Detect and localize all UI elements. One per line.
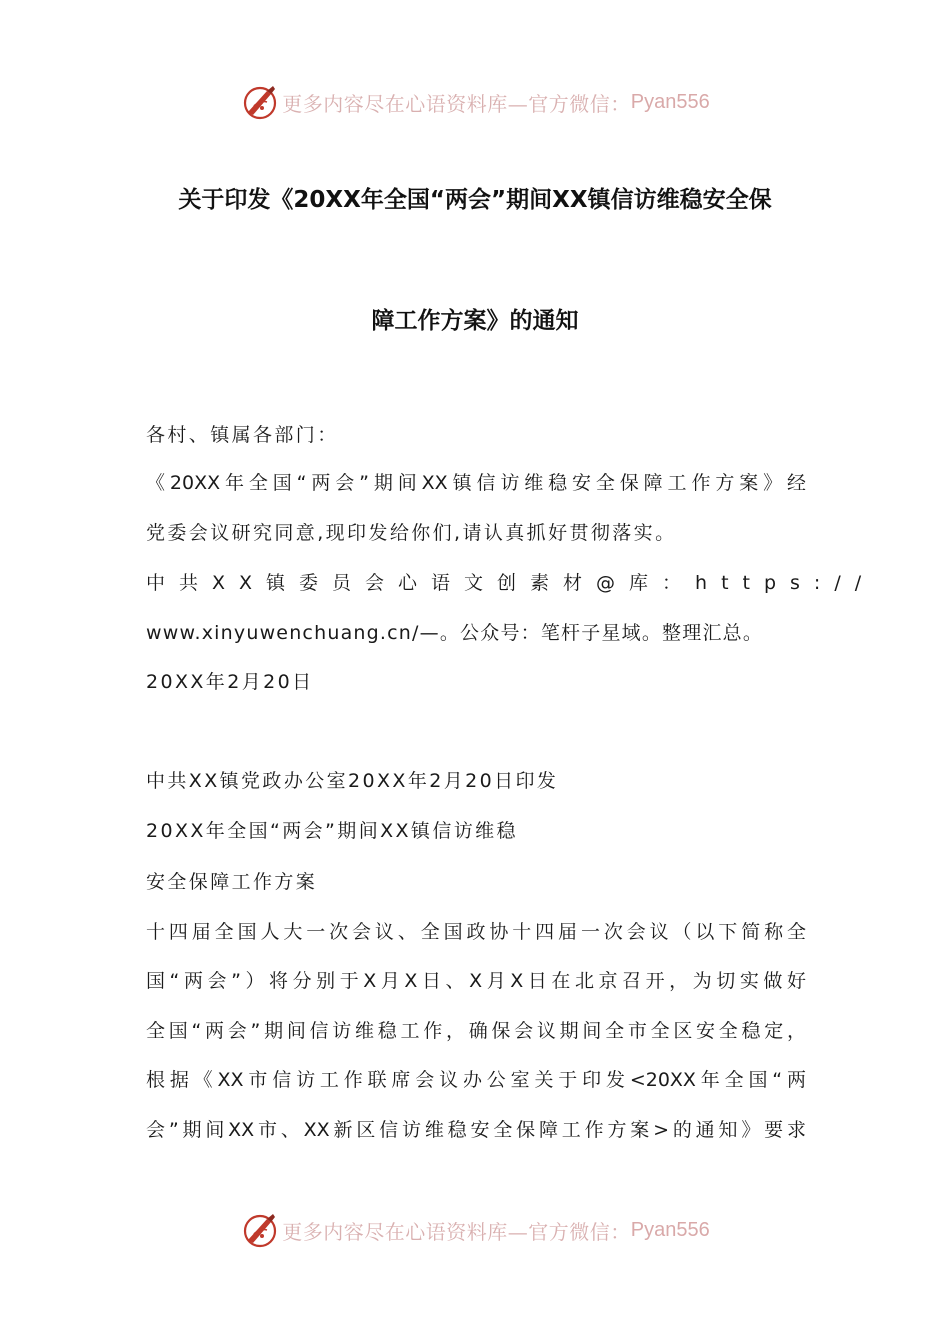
plan-title-line-2: 安全保障工作方案 xyxy=(146,871,318,893)
plan-title-line-1: 20XX年全国“两会”期间XX镇信访维稳 xyxy=(146,820,518,842)
issued-by: 中共XX镇党政办公室20XX年2月20日印发 xyxy=(146,770,559,792)
pen-logo-icon xyxy=(240,1210,280,1250)
banner-wechat-id: Pyan556 xyxy=(630,90,710,113)
banner-wechat-id: Pyan556 xyxy=(630,1218,710,1241)
paragraph-1-line-2: 党委会议研究同意,现印发给你们,请认真抓好贯彻落实。 xyxy=(146,522,677,544)
paragraph-1-line-1: 《20XX年全国“两会”期间XX镇信访维稳安全保障工作方案》经 xyxy=(146,472,806,494)
banner-text: 更多内容尽在心语资料库—官方微信： xyxy=(282,91,631,116)
paragraph-2-line-2: www.xinyuwenchuang.cn/—。公众号：笔杆子星域。整理汇总。 xyxy=(146,622,764,644)
paragraph-3-line-5: 会”期间XX市、XX新区信访维稳安全保障工作方案>的通知》要求 xyxy=(146,1119,806,1141)
header-banner xyxy=(0,80,950,124)
salutation: 各村、镇属各部门： xyxy=(146,424,339,446)
notice-date: 20XX年2月20日 xyxy=(146,671,314,693)
paragraph-3-line-2: 国“两会”）将分别于X月X日、X月X日在北京召开，为切实做好 xyxy=(146,970,806,992)
document-title-line-2: 障工作方案》的通知 xyxy=(371,308,579,334)
document-title-line-1: 关于印发《20XX年全国“两会”期间XX镇信访维稳安全保 xyxy=(178,187,772,213)
banner-text: 更多内容尽在心语资料库—官方微信： xyxy=(282,1219,631,1244)
paragraph-3-line-1: 十四届全国人大一次会议、全国政协十四届一次会议（以下简称全 xyxy=(146,921,806,943)
paragraph-2-line-1: 中共XX镇委员会心语文创素材@库：https:// xyxy=(146,572,876,594)
paragraph-3-line-3: 全国“两会”期间信访维稳工作，确保会议期间全市全区安全稳定， xyxy=(146,1020,806,1042)
paragraph-3-line-4: 根据《XX市信访工作联席会议办公室关于印发<20XX年全国“两 xyxy=(146,1069,806,1091)
pen-logo-icon xyxy=(240,82,280,122)
footer-banner xyxy=(0,1208,950,1252)
